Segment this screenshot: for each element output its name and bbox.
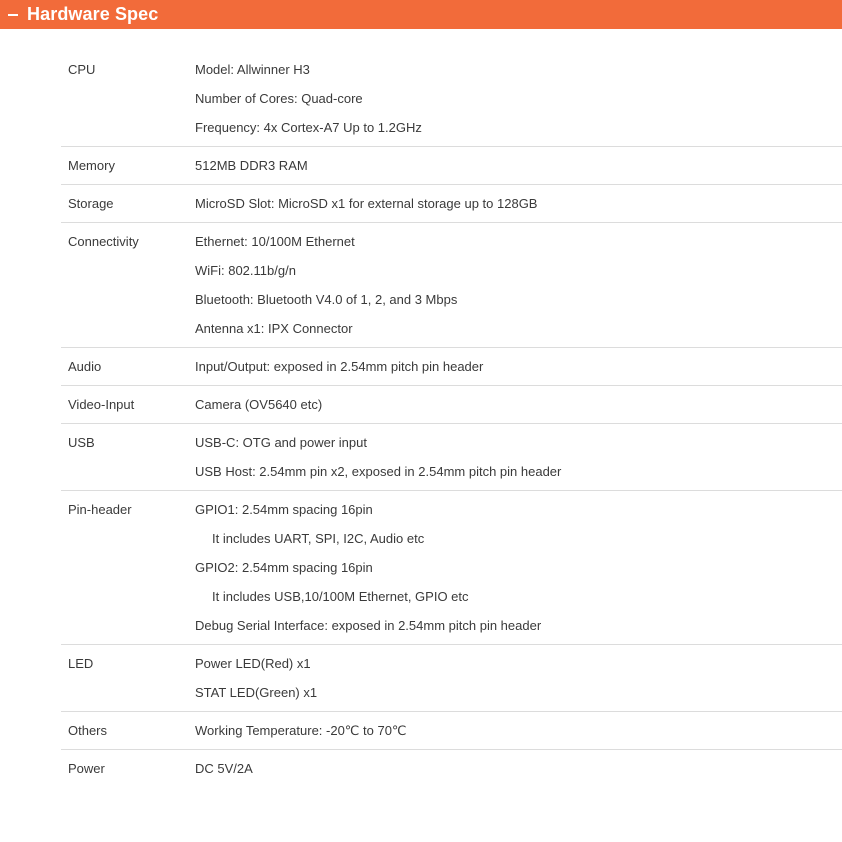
spec-values [195, 712, 842, 749]
spec-row-others [61, 712, 842, 750]
spec-value: MicroSD Slot: MicroSD x1 for external storage up to 128GB [195, 196, 538, 211]
spec-value: It includes USB,10/100M Ethernet, GPIO etc [212, 589, 469, 604]
spec-values [195, 424, 842, 490]
spec-value: Bluetooth: Bluetooth V4.0 of 1, 2, and 3 Mbps [195, 292, 458, 307]
spec-row-cpu [61, 51, 842, 147]
spec-row-pin-header [61, 491, 842, 645]
spec-row-led [61, 645, 842, 712]
spec-label: USB [68, 435, 95, 450]
spec-values [195, 223, 842, 347]
spec-label: Video-Input [68, 397, 135, 412]
spec-row-connectivity [61, 223, 842, 348]
spec-value: Frequency: 4x Cortex-A7 Up to 1.2GHz [195, 120, 422, 135]
spec-values [195, 750, 842, 787]
spec-label: Connectivity [68, 234, 139, 249]
spec-values [195, 51, 842, 146]
hardware-spec-header[interactable] [0, 0, 842, 29]
spec-row-video-input [61, 386, 842, 424]
minus-icon[interactable] [8, 14, 18, 16]
spec-values [195, 491, 842, 644]
spec-row-power [61, 750, 842, 787]
spec-values [195, 386, 842, 423]
section-title: Hardware Spec [27, 4, 159, 24]
spec-value: Number of Cores: Quad-core [195, 91, 363, 106]
spec-value: WiFi: 802.11b/g/n [195, 263, 296, 278]
spec-row-memory [61, 147, 842, 185]
spec-value: Debug Serial Interface: exposed in 2.54mm pitch pin header [195, 618, 542, 633]
spec-label: CPU [68, 62, 96, 77]
spec-values [195, 185, 842, 222]
spec-row-audio [61, 348, 842, 386]
spec-value: USB Host: 2.54mm pin x2, exposed in 2.54mm pitch pin header [195, 464, 562, 479]
spec-value: STAT LED(Green) x1 [195, 685, 318, 700]
spec-label: Memory [68, 158, 115, 173]
spec-value: 512MB DDR3 RAM [195, 158, 308, 173]
spec-value: Antenna x1: IPX Connector [195, 321, 353, 336]
spec-value: GPIO1: 2.54mm spacing 16pin [195, 502, 373, 517]
spec-values [195, 147, 842, 184]
spec-row-storage [61, 185, 842, 223]
spec-label: Pin-header [68, 502, 132, 517]
spec-value: Working Temperature: -20℃ to 70℃ [195, 723, 407, 738]
spec-value: Input/Output: exposed in 2.54mm pitch pin header [195, 359, 484, 374]
spec-value: DC 5V/2A [195, 761, 253, 776]
spec-table [61, 51, 842, 787]
spec-value: USB-C: OTG and power input [195, 435, 367, 450]
spec-label: Storage [68, 196, 114, 211]
spec-value: Ethernet: 10/100M Ethernet [195, 234, 355, 249]
spec-value: GPIO2: 2.54mm spacing 16pin [195, 560, 373, 575]
spec-label: Power [68, 761, 105, 776]
spec-values [195, 348, 842, 385]
spec-row-usb [61, 424, 842, 491]
spec-label: Others [68, 723, 108, 738]
spec-value: Camera (OV5640 etc) [195, 397, 323, 412]
spec-value: Model: Allwinner H3 [195, 62, 310, 77]
spec-label: Audio [68, 359, 102, 374]
spec-value: It includes UART, SPI, I2C, Audio etc [212, 531, 425, 546]
spec-value: Power LED(Red) x1 [195, 656, 311, 671]
spec-values [195, 645, 842, 711]
spec-label: LED [68, 656, 94, 671]
